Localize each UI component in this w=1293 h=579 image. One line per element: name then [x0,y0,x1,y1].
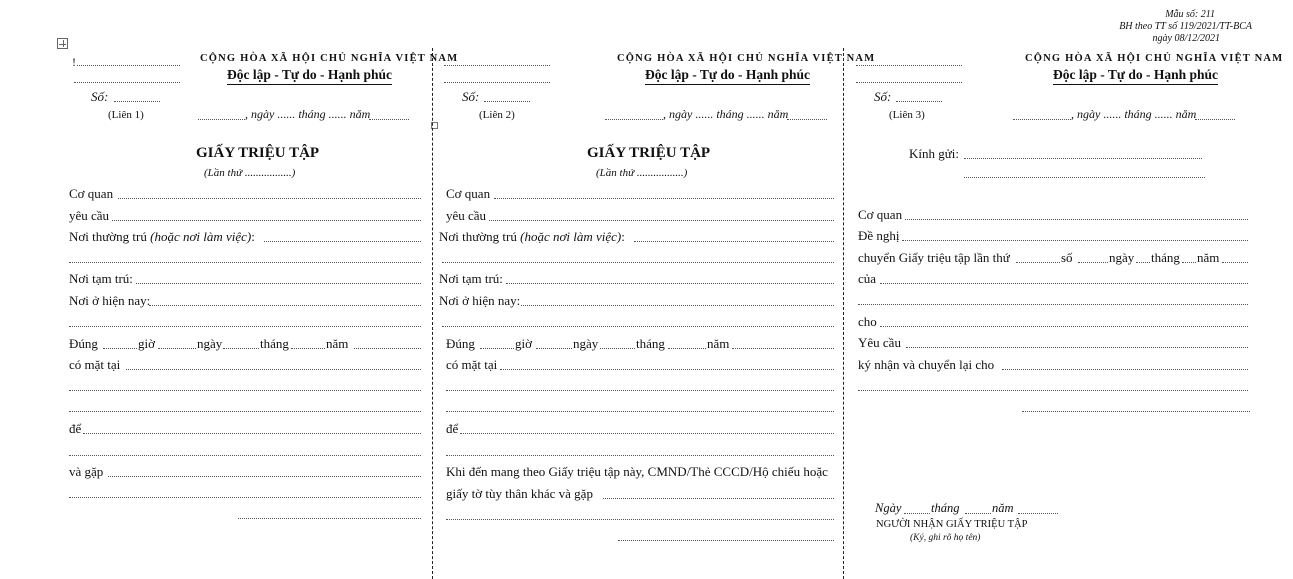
lan-thu: (Lần thứ .................) [204,167,296,179]
co-mat-tai-field-3[interactable] [446,411,834,412]
so-label-inline: số [1061,250,1073,265]
thuong-tru-colon: : [251,229,255,244]
ngay-label: ngày [197,336,223,351]
sign-note: (Ký, ghi rõ họ tên) [910,533,981,543]
thuong-tru-note: (hoặc nơi làm việc) [520,229,622,244]
yeu-cau-label: yêu cầu [69,208,110,223]
yeu-cau-label: Yêu cầu [858,335,901,350]
form-number-line1: Mẫu số: 211 [1165,9,1215,20]
co-quan-label: Cơ quan [446,186,491,201]
nation-title: CỘNG HÒA XÃ HỘI CHỦ NGHĨA VIỆT NAM [200,53,459,64]
va-gap-field[interactable] [603,498,834,499]
agency-line-1[interactable] [444,65,550,66]
lan-thu: (Lần thứ .................) [596,167,688,179]
va-gap-field[interactable] [108,476,421,477]
hien-nay-field[interactable] [149,305,421,306]
kinh-gui-field-2[interactable] [964,177,1205,178]
thang-field[interactable] [600,348,635,349]
so-field[interactable] [484,101,530,102]
ngay-field[interactable] [158,348,196,349]
agency-line-2[interactable] [856,82,962,83]
table-move-handle-icon[interactable] [57,38,68,49]
year-field[interactable] [369,119,409,120]
summons-title: GIẤY TRIỆU TẬP [196,145,320,161]
khi-den-line-2: giấy tờ tùy thân khác và gặp [446,486,593,501]
lien-label: (Liên 3) [889,109,925,121]
thuong-tru-text: Nơi thường trú [69,229,147,244]
tam-tru-label: Nơi tạm trú: [439,271,503,286]
place-field[interactable] [198,119,245,120]
so-label: Số: [874,89,892,104]
thang-label: tháng [260,336,289,351]
co-quan-field[interactable] [118,198,421,199]
thuong-tru-field-2[interactable] [442,262,834,263]
de-field-2[interactable] [446,455,834,456]
year-field[interactable] [1195,119,1235,120]
khi-den-line-1: Khi đến mang theo Giấy triệu tập này, CMND/Thẻ CCCD/Hộ chiếu hoặc [446,464,828,479]
co-mat-tai-field-2[interactable] [446,390,834,391]
yeu-cau-field[interactable] [489,220,834,221]
de-label: để [69,421,82,436]
sign-thang-label: tháng [931,501,960,515]
sign-ngay-label: Ngày [875,501,902,515]
nam-field[interactable] [291,348,325,349]
tam-tru-label: Nơi tạm trú: [69,271,133,286]
sign-nam-label: năm [992,501,1014,515]
co-quan-field[interactable] [494,198,834,199]
ky-nhan-field-3[interactable] [1022,411,1250,412]
dung-label: Đúng [69,336,98,351]
hien-nay-label: Nơi ở hiện nay: [439,293,521,308]
ky-nhan-field[interactable] [1002,369,1248,370]
va-gap-field-2[interactable] [446,519,834,520]
gio-field[interactable] [103,348,137,349]
nam-label: năm [326,336,349,351]
tam-tru-field[interactable] [136,283,421,284]
lien-label: (Liên 2) [479,109,515,121]
agency-line-1[interactable] [856,65,962,66]
nation-title: CỘNG HÒA XÃ HỘI CHỦ NGHĨA VIỆT NAM [617,53,876,64]
place-field[interactable] [605,119,663,120]
co-mat-tai-field-3[interactable] [69,411,421,412]
cua-field-2[interactable] [858,304,1248,305]
cho-label: cho [858,314,877,329]
nam-value-field[interactable] [732,348,834,349]
thuong-tru-colon: : [621,229,625,244]
cho-field[interactable] [880,326,1248,327]
motto: Độc lập - Tự do - Hạnh phúc [1053,67,1218,85]
signature-line[interactable] [238,518,421,519]
date-line: , ngày ...... tháng ...... năm [245,107,371,121]
de-nghi-label: Đề nghị [858,228,900,243]
motto: Độc lập - Tự do - Hạnh phúc [227,67,392,85]
co-mat-tai-label: có mặt tại [446,357,498,372]
thang-label: tháng [636,336,665,351]
co-mat-tai-label: có mặt tại [69,357,121,372]
thuong-tru-label [69,229,255,245]
thuong-tru-field[interactable] [264,241,421,242]
de-field-2[interactable] [69,455,421,456]
year-field[interactable] [787,119,827,120]
so-field[interactable] [114,101,160,102]
yeu-cau-label: yêu cầu [446,208,487,223]
so-field[interactable] [896,101,942,102]
kinh-gui-label: Kính gửi: [909,146,960,161]
hien-nay-field-2[interactable] [442,326,834,327]
thuong-tru-note: (hoặc nơi làm việc) [150,229,252,244]
thang-field[interactable] [223,348,259,349]
so-label: Số: [91,89,109,104]
kinh-gui-field[interactable] [964,158,1202,159]
sign-nam-field[interactable] [1018,513,1058,514]
thuong-tru-label [439,229,625,245]
sign-thang-field[interactable] [965,513,991,514]
de-nghi-field[interactable] [902,240,1248,241]
signature-line[interactable] [618,540,834,541]
form-number-line2: BH theo TT số 119/2021/TT-BCA [1119,21,1252,32]
co-quan-field[interactable] [905,219,1248,220]
tam-tru-field[interactable] [506,283,834,284]
nam-label-inline: năm [1197,250,1220,265]
nam-value-field[interactable] [354,348,421,349]
column-separator-2 [843,48,844,579]
lan-thu-field[interactable] [1016,262,1060,263]
ky-nhan-label: ký nhận và chuyển lại cho [858,357,995,372]
thang-label-inline: tháng [1151,250,1180,265]
agency-line-1[interactable] [77,65,180,66]
gio-field[interactable] [480,348,514,349]
co-quan-label: Cơ quan [69,186,114,201]
lien-label: (Liên 1) [108,109,144,121]
gio-label: giờ [138,336,155,351]
column-separator-1 [432,48,433,579]
thuong-tru-field[interactable] [634,241,834,242]
co-mat-tai-field[interactable] [126,369,421,370]
hien-nay-field-2[interactable] [69,326,421,327]
summons-title: GIẤY TRIỆU TẬP [587,145,711,161]
va-gap-field-2[interactable] [69,497,421,498]
agency-line-2[interactable] [444,82,550,83]
ngay-field[interactable] [536,348,572,349]
date-line: , ngày ...... tháng ...... năm [663,107,789,121]
cua-label: của [858,271,877,286]
ngay-label: ngày [573,336,599,351]
nation-title: CỘNG HÒA XÃ HỘI CHỦ NGHĨA VIỆT NAM [1025,53,1284,64]
hien-nay-label: Nơi ở hiện nay: [69,293,151,308]
thuong-tru-field-2[interactable] [69,262,421,263]
form-number [1015,9,1215,21]
gio-label: giờ [515,336,532,351]
nam-field[interactable] [1222,262,1248,263]
co-mat-tai-field-2[interactable] [69,390,421,391]
place-field[interactable] [1013,119,1071,120]
chuyen-label: chuyển Giấy triệu tập lần thứ [858,250,1010,265]
dung-label: Đúng [446,336,475,351]
nam-field[interactable] [668,348,706,349]
de-field[interactable] [83,433,421,434]
ky-nhan-field-2[interactable] [858,390,1248,391]
so-number-field[interactable] [1078,262,1108,263]
va-gap-label: và gặp [69,464,104,479]
date-line: , ngày ...... tháng ...... năm [1071,107,1197,121]
ngay-label-inline: ngày [1109,250,1135,265]
thang-field[interactable] [1182,262,1196,263]
header-mark: ! [72,55,76,69]
de-label: để [446,421,459,436]
sign-title: NGƯỜI NHẬN GIẤY TRIỆU TẬP [876,519,1028,530]
ngay-field[interactable] [1136,262,1150,263]
yeu-cau-field[interactable] [906,347,1248,348]
de-field[interactable] [460,433,834,434]
cua-field[interactable] [880,283,1248,284]
thuong-tru-text: Nơi thường trú [439,229,517,244]
form-number-line3: ngày 08/12/2021 [1152,33,1220,44]
agency-line-2[interactable] [74,82,180,83]
yeu-cau-field[interactable] [112,220,421,221]
nam-label: năm [707,336,730,351]
so-label: Số: [462,89,480,104]
co-quan-label: Cơ quan [858,207,903,222]
motto: Độc lập - Tự do - Hạnh phúc [645,67,810,85]
hien-nay-field[interactable] [521,305,834,306]
sign-ngay-field[interactable] [904,513,930,514]
co-mat-tai-field[interactable] [500,369,834,370]
